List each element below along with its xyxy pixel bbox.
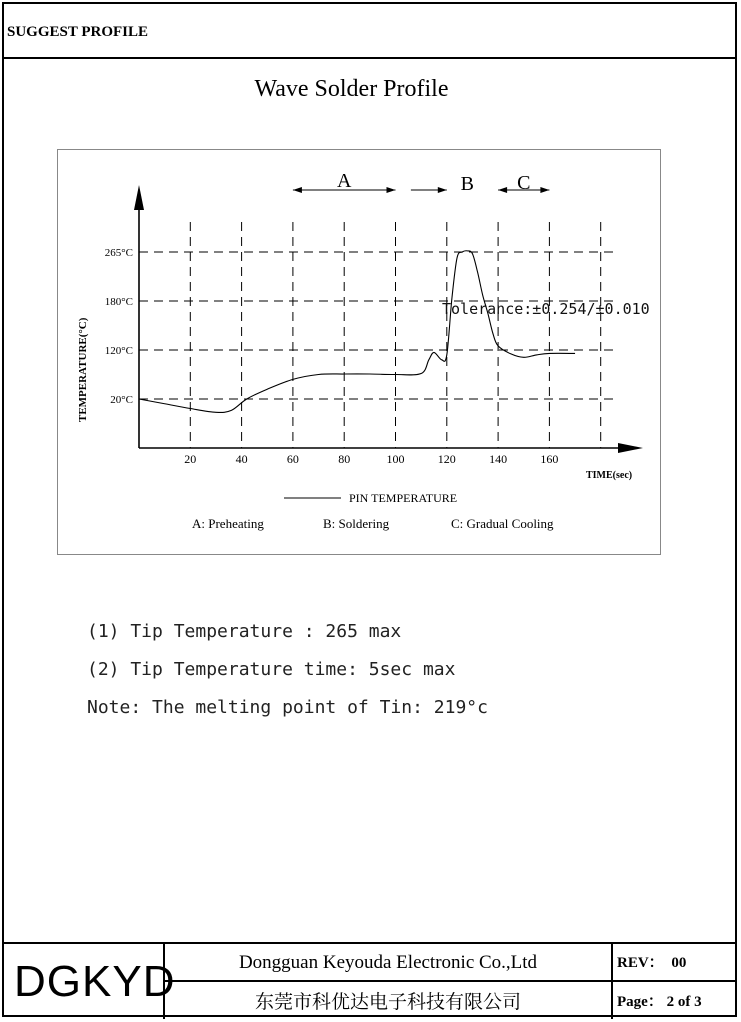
y-axis-label: TEMPERATURE(°C) [77,317,89,422]
x-tick-label: 80 [338,452,351,466]
x-tick-label: 160 [540,452,559,466]
wave-solder-chart [58,150,662,556]
legend-c: C: Gradual Cooling [451,516,554,531]
legend-b: B: Soldering [323,516,390,531]
page-value: 2 of 3 [666,994,702,1010]
grid-layer [139,222,613,448]
x-tick-label: 60 [286,452,299,466]
y-tick-label: 265°C [104,247,133,259]
region-arrowhead [438,187,447,193]
region-arrowhead [540,187,549,193]
company-logo: DGKYD [4,944,165,1019]
page-label: Page： [617,994,663,1010]
company-name-en: Dongguan Keyouda Electronic Co.,Ltd [165,944,613,982]
y-tick-label: 120°C [104,345,133,357]
note-melting-point: Note: The melting point of Tin: 219°c [87,697,488,718]
rev-value: 00 [671,955,687,971]
legend-a: A: Preheating [192,516,264,531]
note-tip-temperature: (1) Tip Temperature : 265 max [87,621,402,642]
y-axis-arrow [134,185,144,210]
x-tick-label: 140 [489,452,508,466]
company-name-cn: 东莞市科优达电子科技有限公司 [165,982,613,1019]
region-arrowhead [498,187,507,193]
region-arrowhead [293,187,302,193]
header-title: SUGGEST PROFILE [7,24,149,40]
note-tip-time: (2) Tip Temperature time: 5sec max [87,659,456,680]
region-a-label: A [336,170,352,192]
page-number-cell [613,982,737,1019]
y-tick-label: 180°C [104,296,133,308]
x-tick-label: 100 [386,452,405,466]
header-bar [4,4,735,59]
x-tick-label: 20 [184,452,197,466]
chart-panel [57,149,661,555]
page-frame [2,2,737,1017]
legend-line-label: PIN TEMPERATURE [349,491,458,505]
revision-cell [613,944,737,982]
region-layer [293,170,550,195]
axis-layer [134,185,643,453]
pin-temperature-line [139,251,575,413]
tick-layer [105,247,559,466]
page-heading: Wave Solder Profile [254,76,449,102]
x-axis-arrow [618,443,643,453]
tolerance-annotation: Tolerance:±0.254/±0.010 [442,300,650,318]
region-b-label: B [460,173,474,195]
footer [4,942,735,1019]
region-c-label: C [517,172,531,194]
notes-block [87,621,488,735]
rev-label: REV： [617,955,664,971]
x-tick-label: 40 [235,452,248,466]
x-tick-label: 120 [437,452,456,466]
x-axis-label: TIME(sec) [586,470,633,481]
region-arrowhead [387,187,396,193]
y-tick-label: 20°C [110,394,133,406]
